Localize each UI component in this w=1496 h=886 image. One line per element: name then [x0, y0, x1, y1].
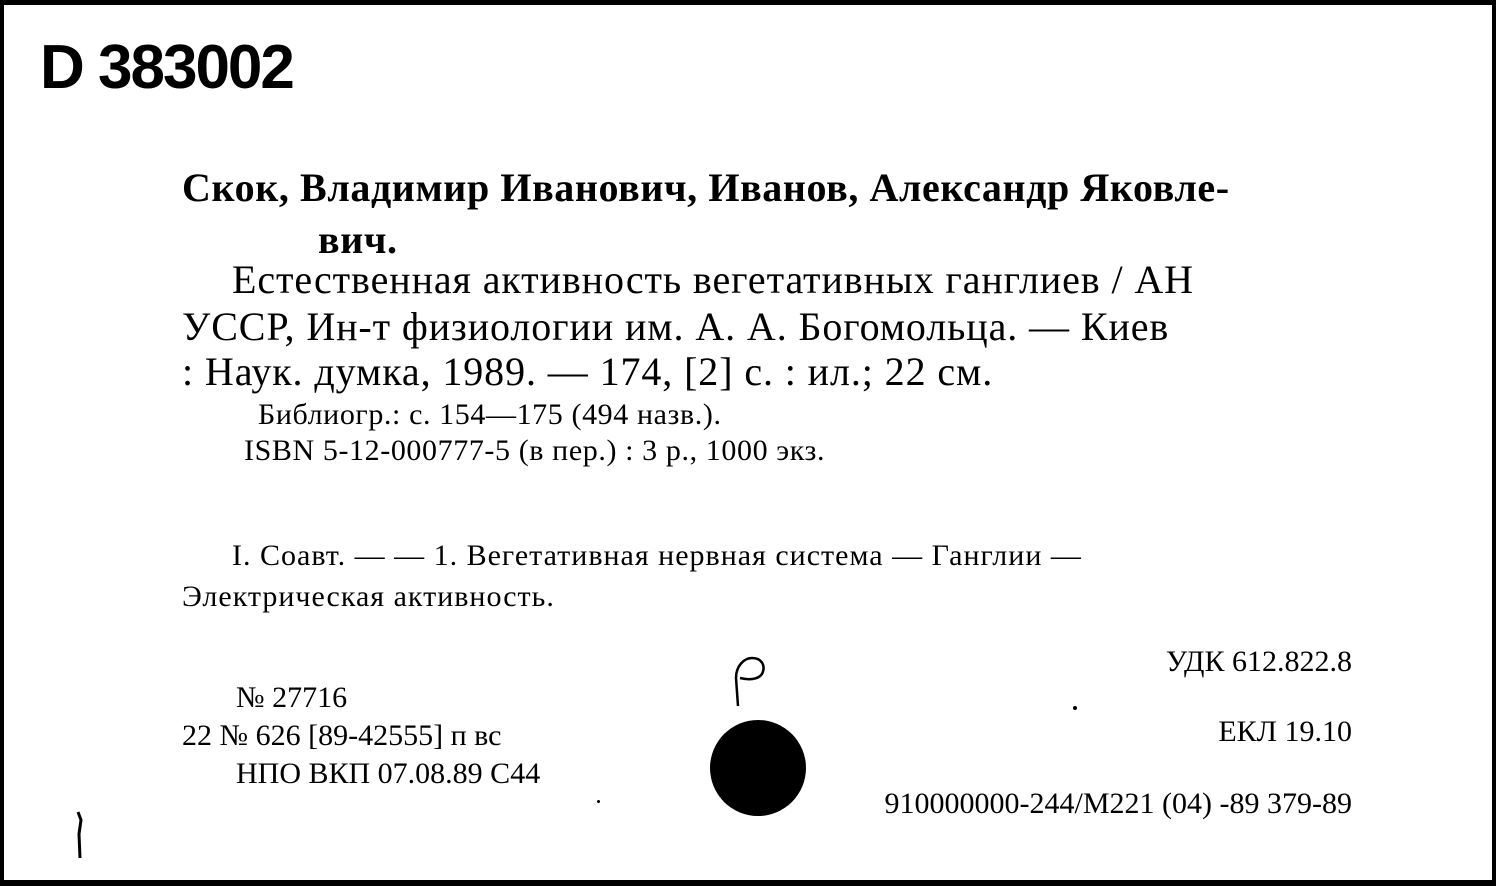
udk-code: УДК 612.822.8 — [1165, 645, 1352, 678]
title-statement-line1: Естественная активность вегетативных ганглиев / АН — [232, 257, 1194, 302]
card-border-top — [0, 0, 1496, 5]
authors-heading-line1: Скок, Владимир Иванович, Иванов, Александр Яковле- — [182, 165, 1230, 210]
bibliography-note: Библиогр.: с. 154—175 (494 назв.). — [258, 398, 722, 431]
ink-speck — [597, 800, 600, 803]
card-border-right — [1492, 0, 1496, 886]
margin-mark-icon — [72, 810, 86, 860]
order-line: 22 № 626 [89-42555] п вс — [182, 719, 502, 752]
punch-hole-icon — [710, 720, 806, 816]
card-border-left — [0, 0, 4, 886]
isbn-line: ISBN 5-12-000777-5 (в пер.) : 3 р., 1000 экз. — [244, 434, 826, 467]
subject-tracings-line1: I. Соавт. — — 1. Вегетативная нервная система — Ганглии — — [232, 539, 1082, 572]
ink-speck — [1073, 706, 1077, 710]
card-border-bottom — [0, 880, 1496, 886]
title-statement-line3: : Наук. думка, 1989. — 174, [2] с. : ил.; 22 см. — [182, 349, 994, 394]
publisher-code-line: 910000000-244/М221 (04) -89 379-89 — [884, 787, 1352, 820]
title-statement-line2: УССР, Ин-т физиологии им. А. А. Богомольца. — Киев — [182, 304, 1170, 349]
accession-number: № 27716 — [236, 681, 348, 714]
authors-heading-line2: вич. — [318, 217, 398, 262]
handwritten-mark-icon — [730, 648, 770, 708]
npo-print-line: НПО ВКП 07.08.89 С44 — [236, 757, 541, 790]
call-number: D 383002 — [40, 33, 293, 102]
ekl-code: ЕКЛ 19.10 — [1218, 715, 1352, 748]
subject-tracings-line2: Электрическая активность. — [182, 580, 555, 613]
